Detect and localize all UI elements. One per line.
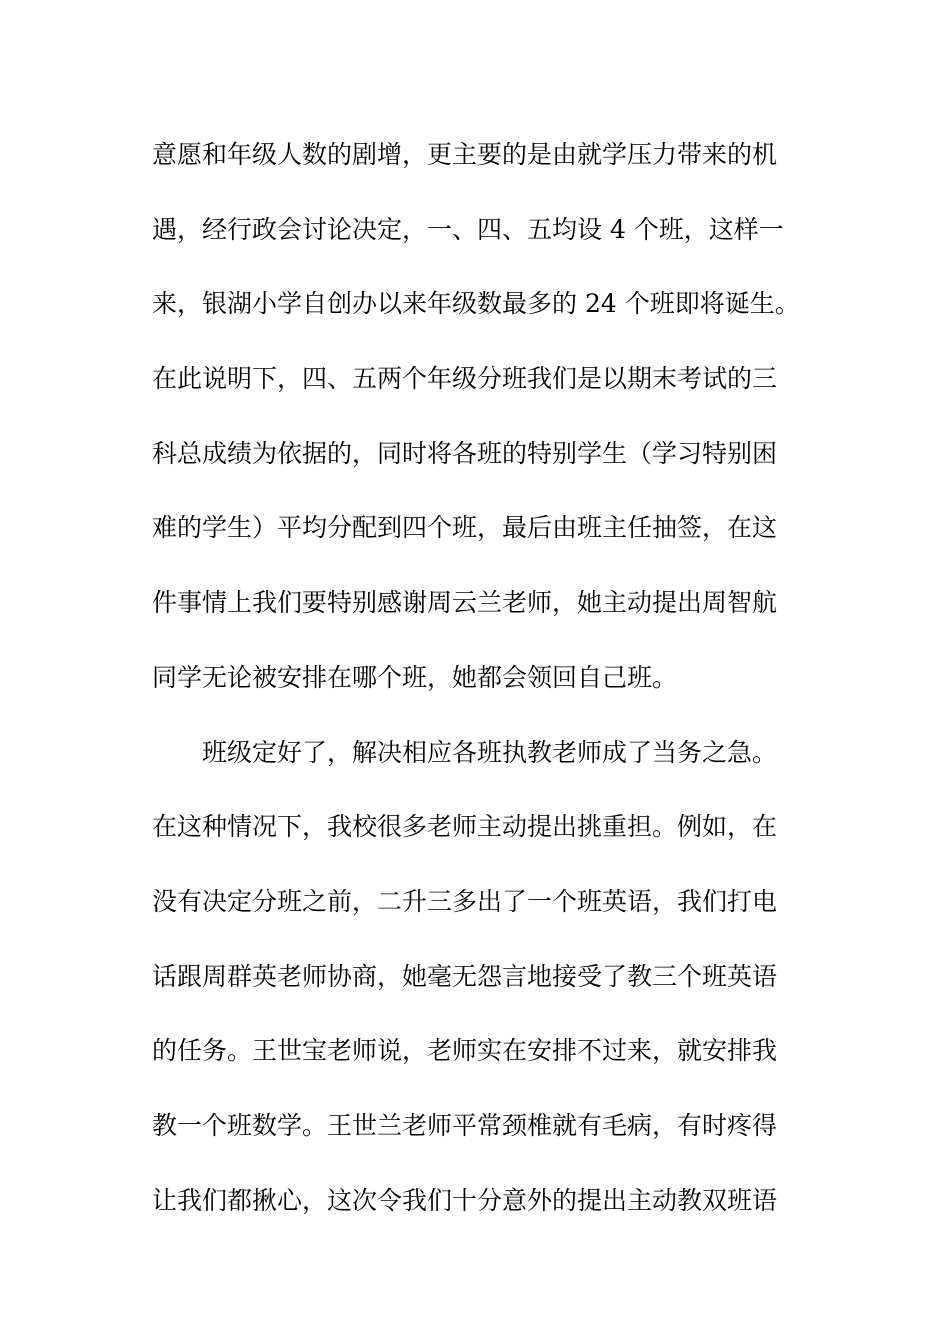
- paragraph-line: 难的学生）平均分配到四个班，最后由班主任抽签，在这: [152, 513, 778, 543]
- paragraph-line: 件事情上我们要特别感谢周云兰老师，她主动提出周智航: [152, 588, 778, 618]
- paragraph-line: 让我们都揪心，这次令我们十分意外的提出主动教双班语: [152, 1185, 778, 1215]
- paragraph-line: 班级定好了，解决相应各班执教老师成了当务之急。: [202, 737, 778, 767]
- paragraph-line: 意愿和年级人数的剧增，更主要的是由就学压力带来的机: [152, 140, 778, 169]
- paragraph-line: 话跟周群英老师协商，她毫无怨言地接受了教三个班英语: [152, 961, 778, 991]
- paragraph-line: 同学无论被安排在哪个班，她都会领回自己班。: [152, 662, 678, 692]
- paragraph-line: 教一个班数学。王世兰老师平常颈椎就有毛病，有时疼得: [152, 1110, 778, 1140]
- paragraph-line: 在这种情况下，我校很多老师主动提出挑重担。例如，在: [152, 812, 778, 842]
- paragraph-line: 没有决定分班之前，二升三多出了一个班英语，我们打电: [152, 886, 778, 916]
- paragraph-line: 来，银湖小学自创办以来年级数最多的 24 个班即将诞生。: [152, 289, 800, 319]
- paragraph-line: 遇，经行政会讨论决定，一、四、五均设 4 个班，这样一: [152, 214, 784, 244]
- document-body: [152, 135, 800, 1255]
- paragraph-line: 科总成绩为依据的，同时将各班的特别学生（学习特别困: [152, 438, 778, 468]
- paragraph-line: 的任务。王世宝老师说，老师实在安排不过来，就安排我: [152, 1036, 778, 1066]
- paragraph-line: 在此说明下，四、五两个年级分班我们是以期末考试的三: [152, 364, 778, 394]
